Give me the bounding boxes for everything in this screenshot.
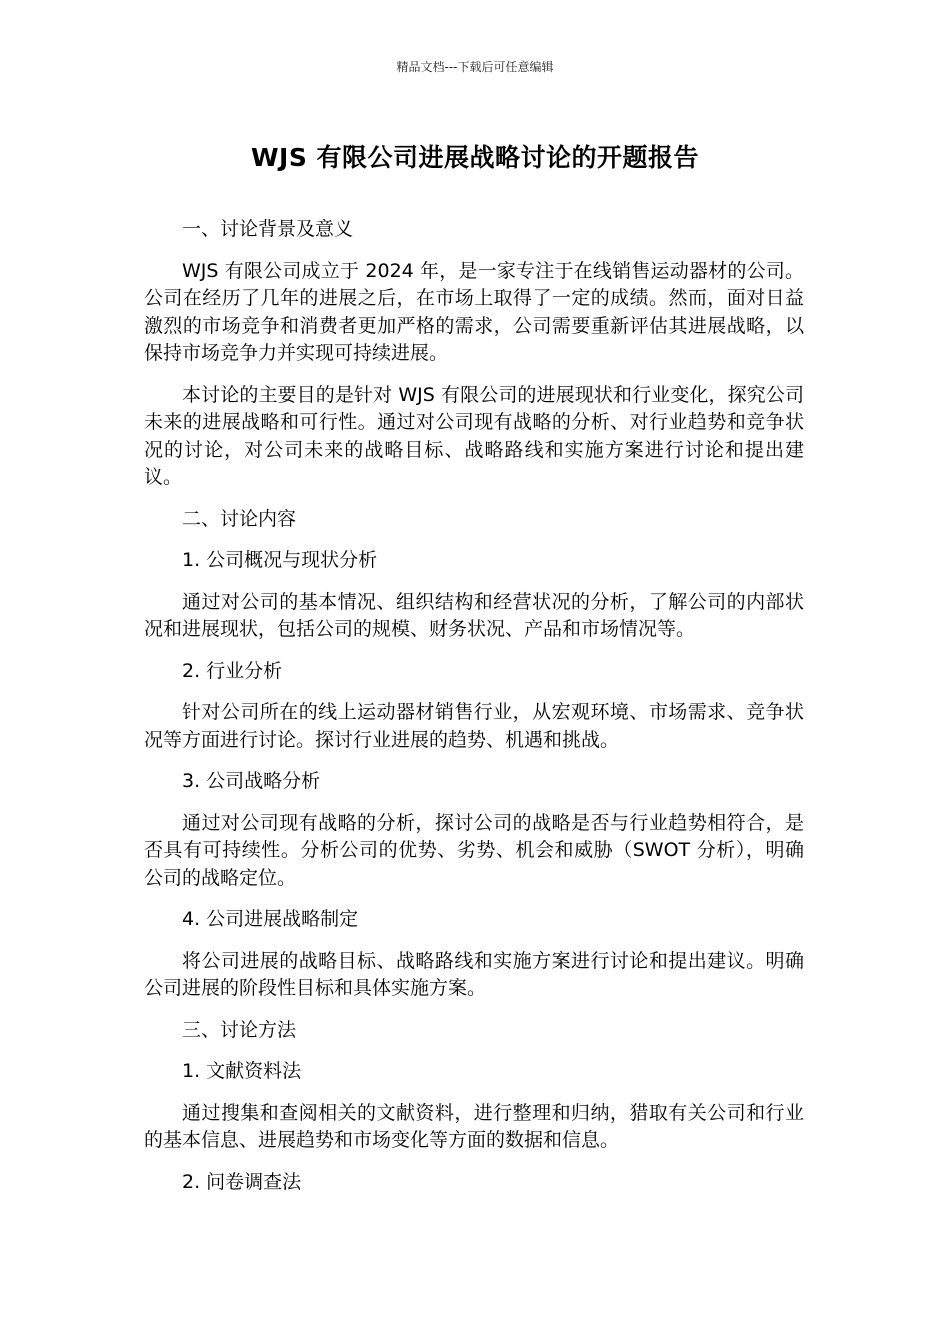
- document-body: [144, 216, 804, 1210]
- paragraph-strategy-analysis: 通过对公司现有战略的分析，探讨公司的战略是否与行业趋势相符合，是否具有可持续性。分析公司的优势、劣势、机会和威胁（SWOT 分析），明确公司的战略定位。: [144, 811, 804, 889]
- subheading-strategy-analysis: 3. 公司战略分析: [182, 770, 321, 792]
- subheading-questionnaire-method: 2. 问卷调查法: [182, 1170, 302, 1193]
- section-heading-background: 一、讨论背景及意义: [182, 218, 354, 240]
- subheading-industry-analysis: 2. 行业分析: [182, 659, 283, 682]
- section-heading-methods: 三、讨论方法: [182, 1018, 297, 1041]
- paragraph-literature-method: 通过搜集和查阅相关的文献资料，进行整理和归纳，猎取有关公司和行业的基本信息、进展趋势和市场变化等方面的数据和信息。: [144, 1101, 804, 1151]
- subheading-strategy-formulation: 4. 公司进展战略制定: [182, 908, 359, 930]
- paragraph-background-1: WJS 有限公司成立于 2024 年，是一家专注于在线销售运动器材的公司。公司在经历了几年的进展之后，在市场上取得了一定的成绩。然而，面对日益激烈的市场竞争和消费者更加严格的需求，公司需要重新评估其进展战略，以保持市场竞争力并实现可持续进展。: [144, 259, 804, 364]
- paragraph-background-2: 本讨论的主要目的是针对 WJS 有限公司的进展现状和行业变化，探究公司未来的进展战略和可行性。通过对公司现有战略的分析、对行业趋势和竞争状况的讨论，对公司未来的战略目标、战略路线和实施方案进行讨论和提出建议。: [144, 383, 804, 488]
- section-heading-content: 二、讨论内容: [182, 507, 297, 530]
- subheading-literature-method: 1. 文献资料法: [182, 1060, 302, 1082]
- paragraph-company-overview: 通过对公司的基本情况、组织结构和经营状况的分析，了解公司的内部状况和进展现状，包括公司的规模、财务状况、产品和市场情况等。: [144, 590, 804, 640]
- subheading-company-overview: 1. 公司概况与现状分析: [182, 549, 378, 571]
- document-title: WJS 有限公司进展战略讨论的开题报告: [250, 143, 700, 172]
- paragraph-industry-analysis: 针对公司所在的线上运动器材销售行业，从宏观环境、市场需求、竞争状况等方面进行讨论。探讨行业进展的趋势、机遇和挑战。: [144, 701, 804, 751]
- paragraph-strategy-formulation: 将公司进展的战略目标、战略路线和实施方案进行讨论和提出建议。明确公司进展的阶段性目标和具体实施方案。: [144, 949, 804, 999]
- header-note: 精品文档---下载后可任意编辑: [396, 60, 554, 74]
